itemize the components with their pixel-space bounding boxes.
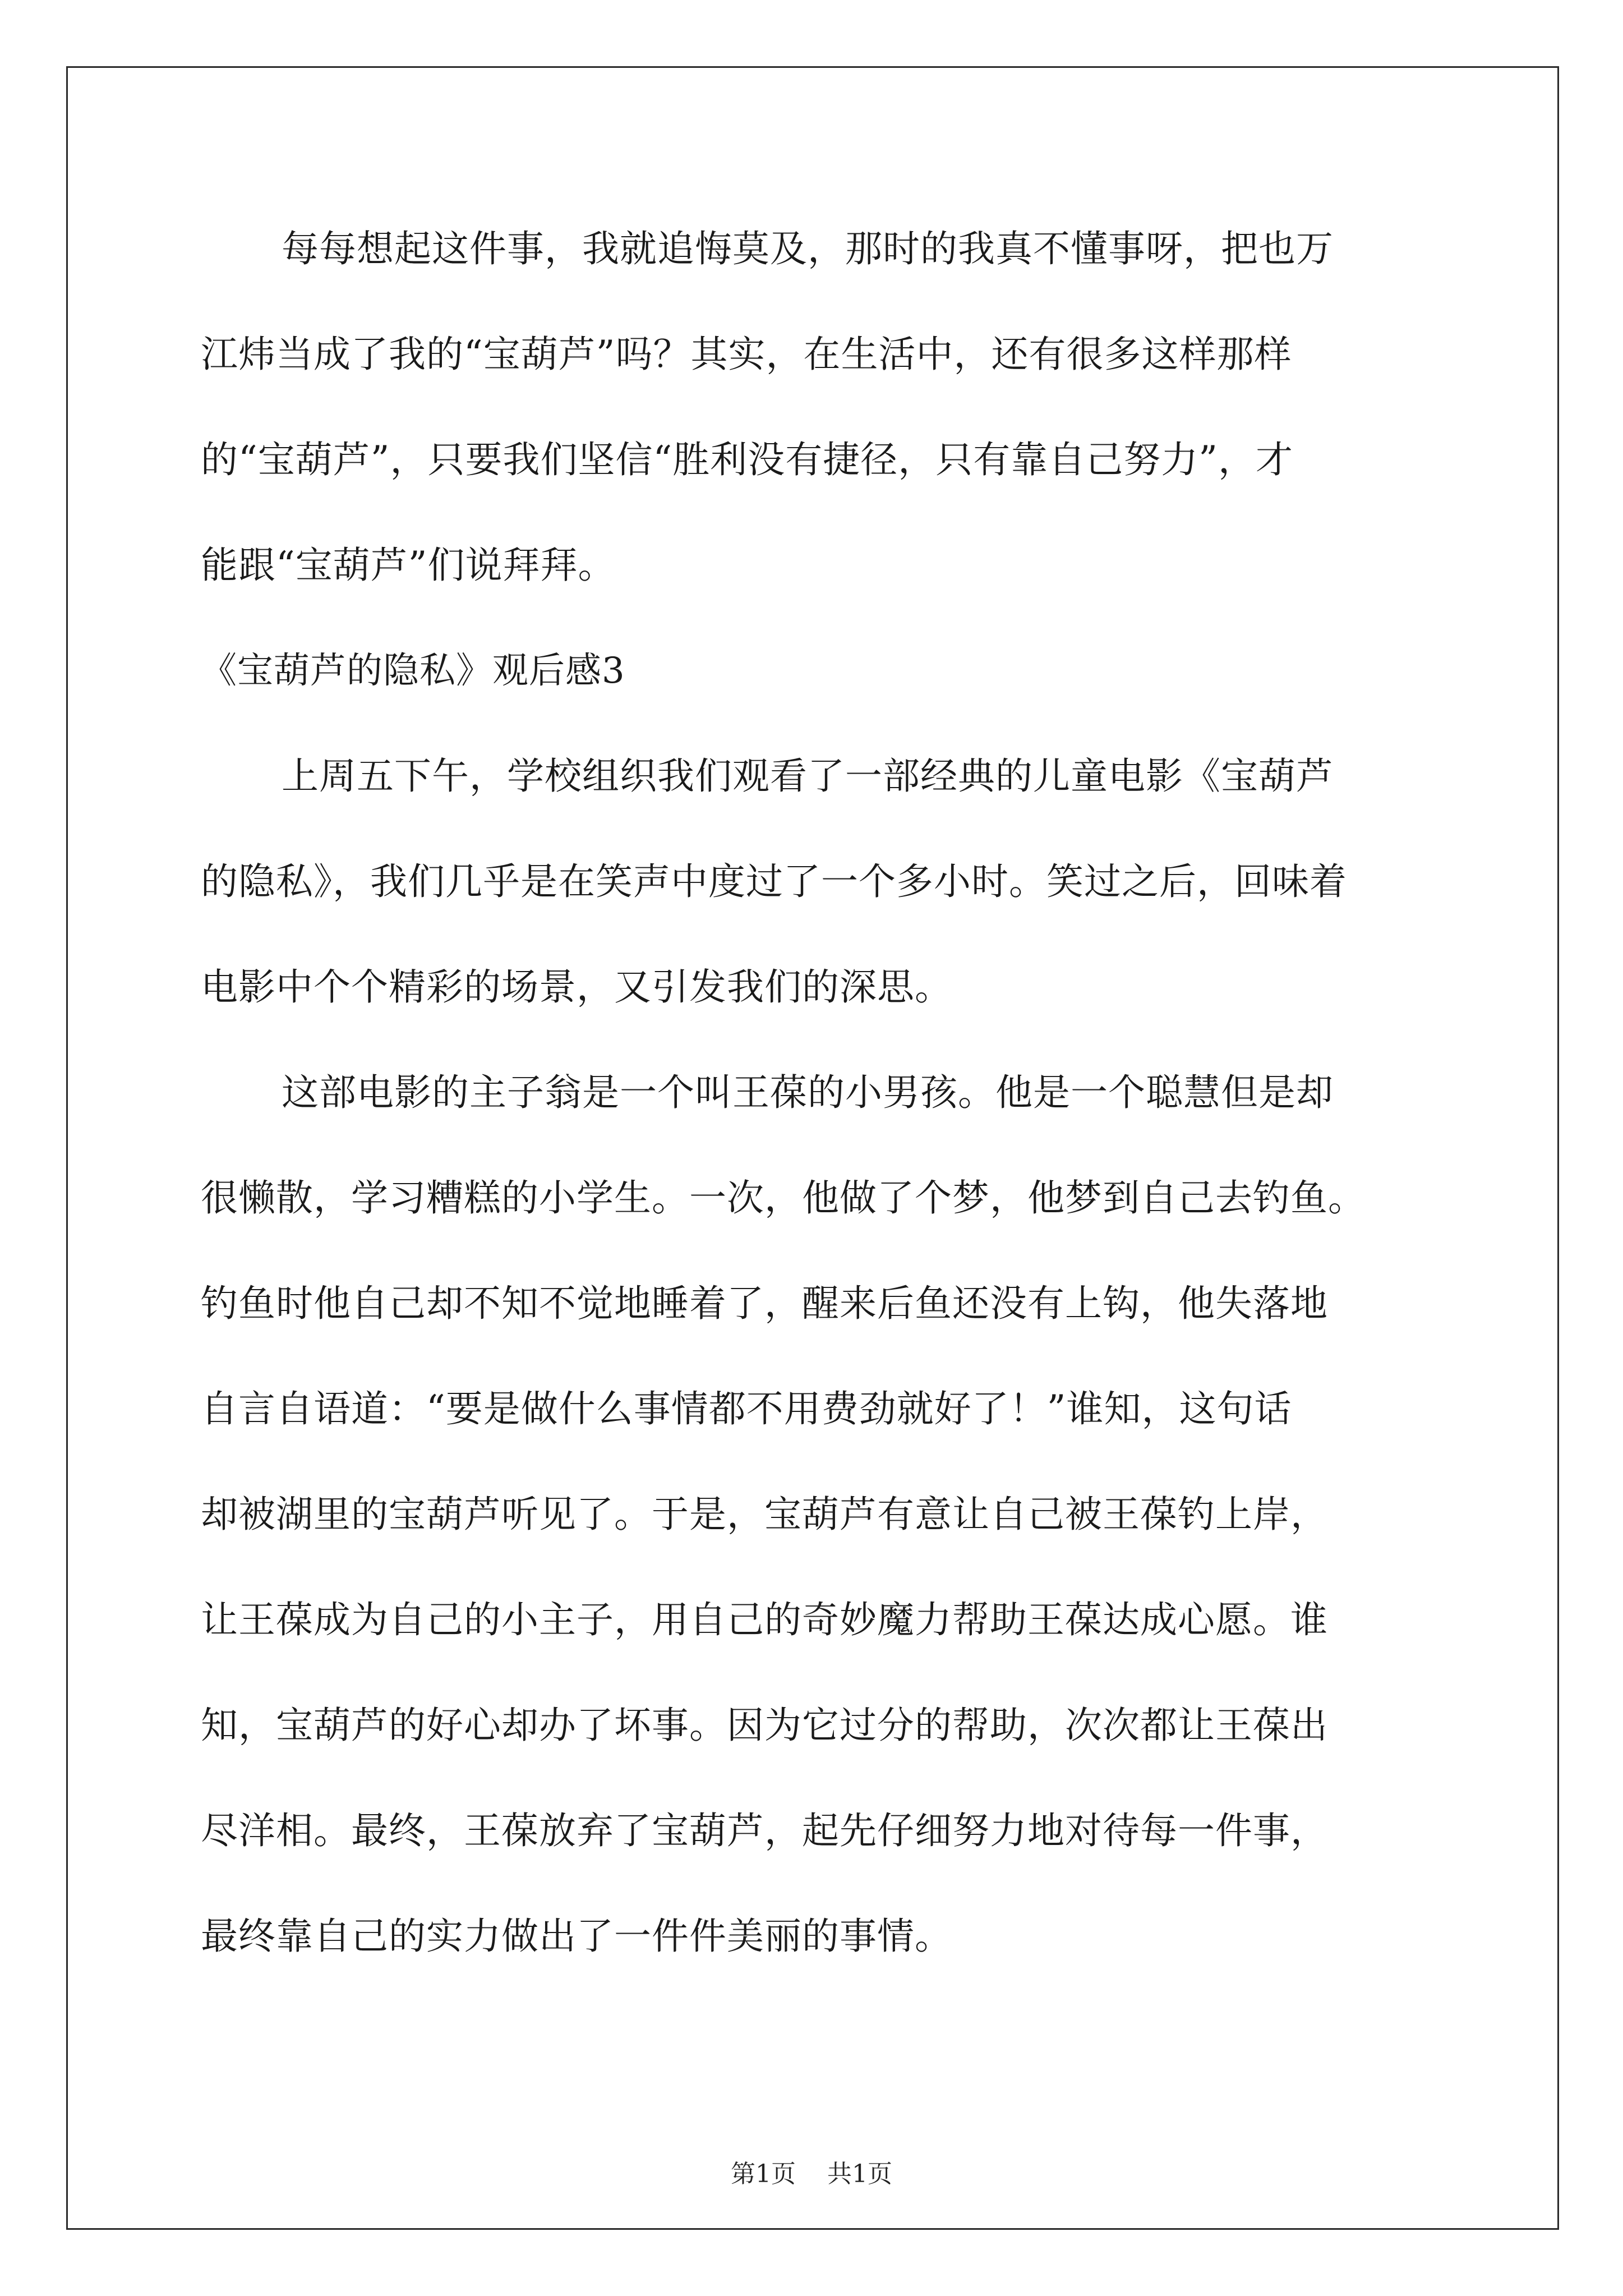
- paragraph-3-line-7: 知，宝葫芦的好心却办了坏事。因为它过分的帮助，次次都让王葆出: [201, 1704, 1328, 1747]
- paragraph-1-line-2: 江炜当成了我的“宝葫芦”吗？其实，在生活中，还有很多这样那样: [201, 333, 1292, 376]
- page-border: [66, 66, 1559, 2230]
- paragraph-3-line-2: 很懒散，学习糟糕的小学生。一次，他做了个梦，他梦到自己去钓鱼。: [201, 1176, 1366, 1220]
- paragraph-2-line-1: 上周五下午，学校组织我们观看了一部经典的儿童电影《宝葫芦: [282, 754, 1334, 798]
- page-footer: [0, 2159, 1623, 2190]
- page-total: 共1页: [827, 2160, 892, 2188]
- paragraph-3-line-6: 让王葆成为自己的小主子，用自己的奇妙魔力帮助王葆达成心愿。谁: [201, 1598, 1328, 1641]
- page-number: 第1页: [731, 2160, 796, 2188]
- paragraph-1-line-3: 的“宝葫芦”，只要我们坚信“胜利没有捷径，只有靠自己努力”，才: [201, 438, 1293, 481]
- section-heading: 《宝葫芦的隐私》观后感3: [201, 650, 625, 692]
- paragraph-1-line-1: 每每想起这件事，我就追悔莫及，那时的我真不懂事呀，把也万: [282, 227, 1334, 270]
- paragraph-3-line-4: 自言自语道：“要是做什么事情都不用费劲就好了！”谁知，这句话: [201, 1387, 1292, 1430]
- paragraph-3-line-9: 最终靠自己的实力做出了一件件美丽的事情。: [201, 1915, 952, 1958]
- paragraph-3-line-3: 钓鱼时他自己却不知不觉地睡着了，醒来后鱼还没有上钩，他失落地: [201, 1282, 1328, 1325]
- paragraph-3-line-5: 却被湖里的宝葫芦听见了。于是，宝葫芦有意让自己被王葆钓上岸，: [201, 1493, 1328, 1536]
- paragraph-3-line-1: 这部电影的主子翁是一个叫王葆的小男孩。他是一个聪慧但是却: [282, 1071, 1334, 1114]
- paragraph-3-line-8: 尽洋相。最终，王葆放弃了宝葫芦，起先仔细努力地对待每一件事，: [201, 1809, 1328, 1852]
- paragraph-2-line-3: 电影中个个精彩的场景，又引发我们的深思。: [201, 965, 952, 1009]
- paragraph-2-line-2: 的隐私》，我们几乎是在笑声中度过了一个多小时。笑过之后，回味着: [201, 860, 1347, 903]
- paragraph-1-line-4: 能跟“宝葫芦”们说拜拜。: [201, 544, 616, 587]
